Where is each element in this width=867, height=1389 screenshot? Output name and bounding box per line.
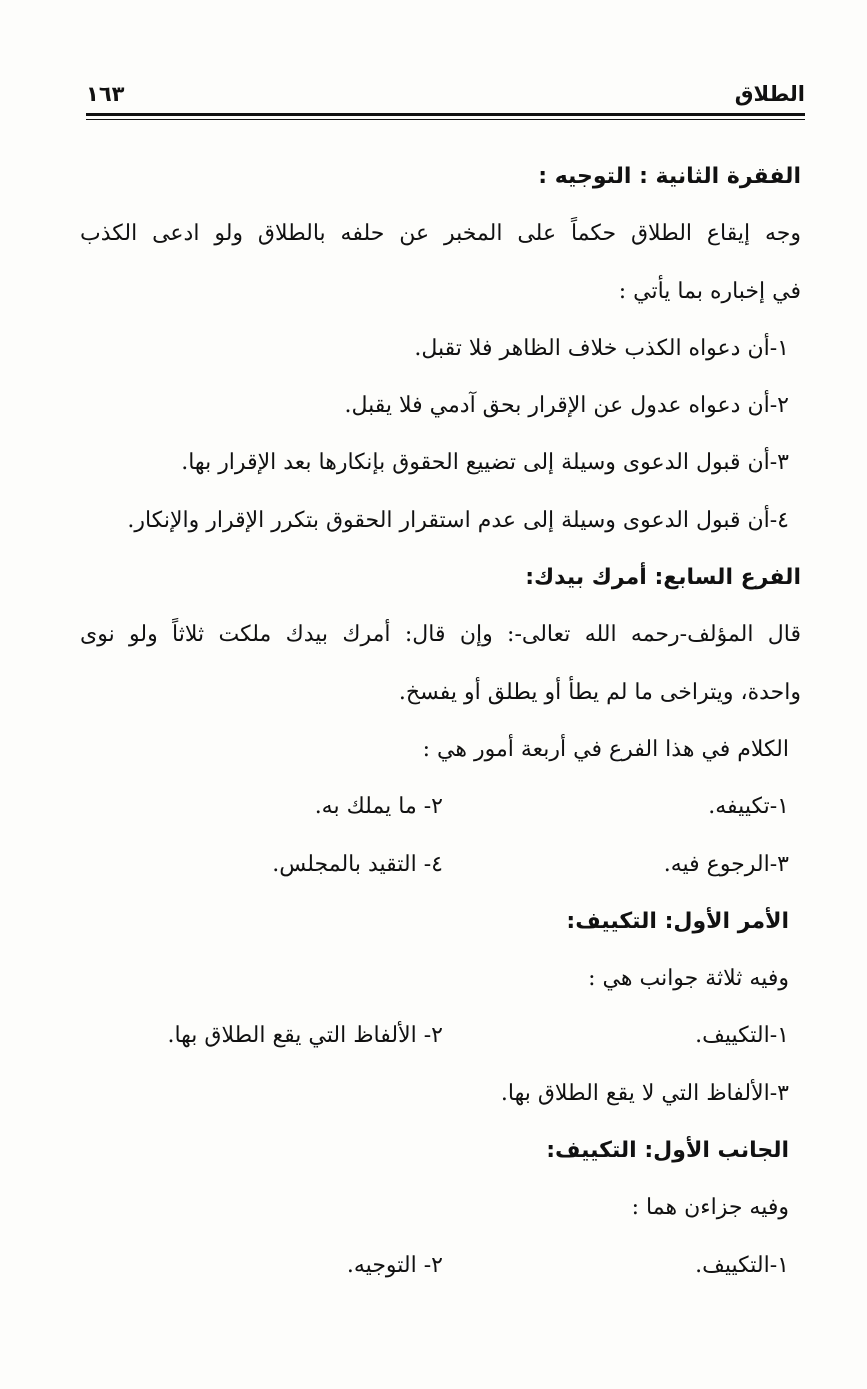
list-item: ٢- الألفاظ التي يقع الطلاق بها. (167, 1023, 443, 1049)
heading-aspect-1: الجانب الأول: التكييف: (546, 1138, 789, 1164)
paragraph-line: وفيه ثلاثة جوانب هي : (588, 966, 789, 992)
quote-line: قال المؤلف-رحمه الله تعالى-: وإن قال: أمرك بيدك ملكت ثلاثاً ولو نوى (80, 622, 801, 648)
list-item: ٤-أن قبول الدعوى وسيلة إلى عدم استقرار الحقوق بتكرر الإقرار والإنكار. (127, 507, 789, 533)
list-item: ٢- التوجيه. (346, 1252, 443, 1278)
list-item: ١-أن دعواه الكذب خلاف الظاهر فلا تقبل. (414, 335, 789, 361)
list-item: ٣-الألفاظ التي لا يقع الطلاق بها. (500, 1080, 789, 1106)
paragraph-line: وجه إيقاع الطلاق حكماً على المخبر عن حلفه بالطلاق ولو ادعى الكذب (80, 221, 801, 247)
two-column-list-row (80, 1007, 801, 1064)
paragraph-line: وفيه جزاءن هما : (631, 1195, 789, 1221)
page-body (80, 148, 801, 1294)
heading-matter-1: الأمر الأول: التكييف: (566, 908, 789, 934)
list-item: ١-تكييفه. (708, 794, 789, 820)
list-item: ١-التكييف. (695, 1023, 789, 1049)
heading-section-2-guidance: الفقرة الثانية : التوجيه : (538, 164, 801, 189)
list-item: ٣-أن قبول الدعوى وسيلة إلى تضييع الحقوق بإنكارها بعد الإقرار بها. (181, 450, 789, 476)
two-column-list-row (80, 1237, 801, 1294)
header-rule-thick (86, 113, 805, 116)
page-number: ١٦٣ (86, 82, 125, 106)
list-item: ٣-الرجوع فيه. (663, 851, 789, 877)
paragraph-line: في إخباره بما يأتي : (618, 278, 801, 304)
list-item: ٢-أن دعواه عدول عن الإقرار بحق آدمي فلا يقبل. (344, 393, 789, 419)
two-column-list-row (80, 836, 801, 893)
running-head (86, 82, 805, 116)
list-item: ١-التكييف. (695, 1252, 789, 1278)
list-item: ٤- التقيد بالمجلس. (272, 851, 443, 877)
chapter-title: الطلاق (734, 82, 805, 106)
paragraph-line: الكلام في هذا الفرع في أربعة أمور هي : (422, 736, 789, 762)
two-column-list-row (80, 778, 801, 835)
list-item: ٢- ما يملك به. (314, 794, 443, 820)
heading-branch-7: الفرع السابع: أمرك بيدك: (525, 565, 801, 591)
header-rule-thin (86, 119, 805, 120)
quote-line: واحدة، ويتراخى ما لم يطأ أو يطلق أو يفسخ. (398, 679, 801, 705)
